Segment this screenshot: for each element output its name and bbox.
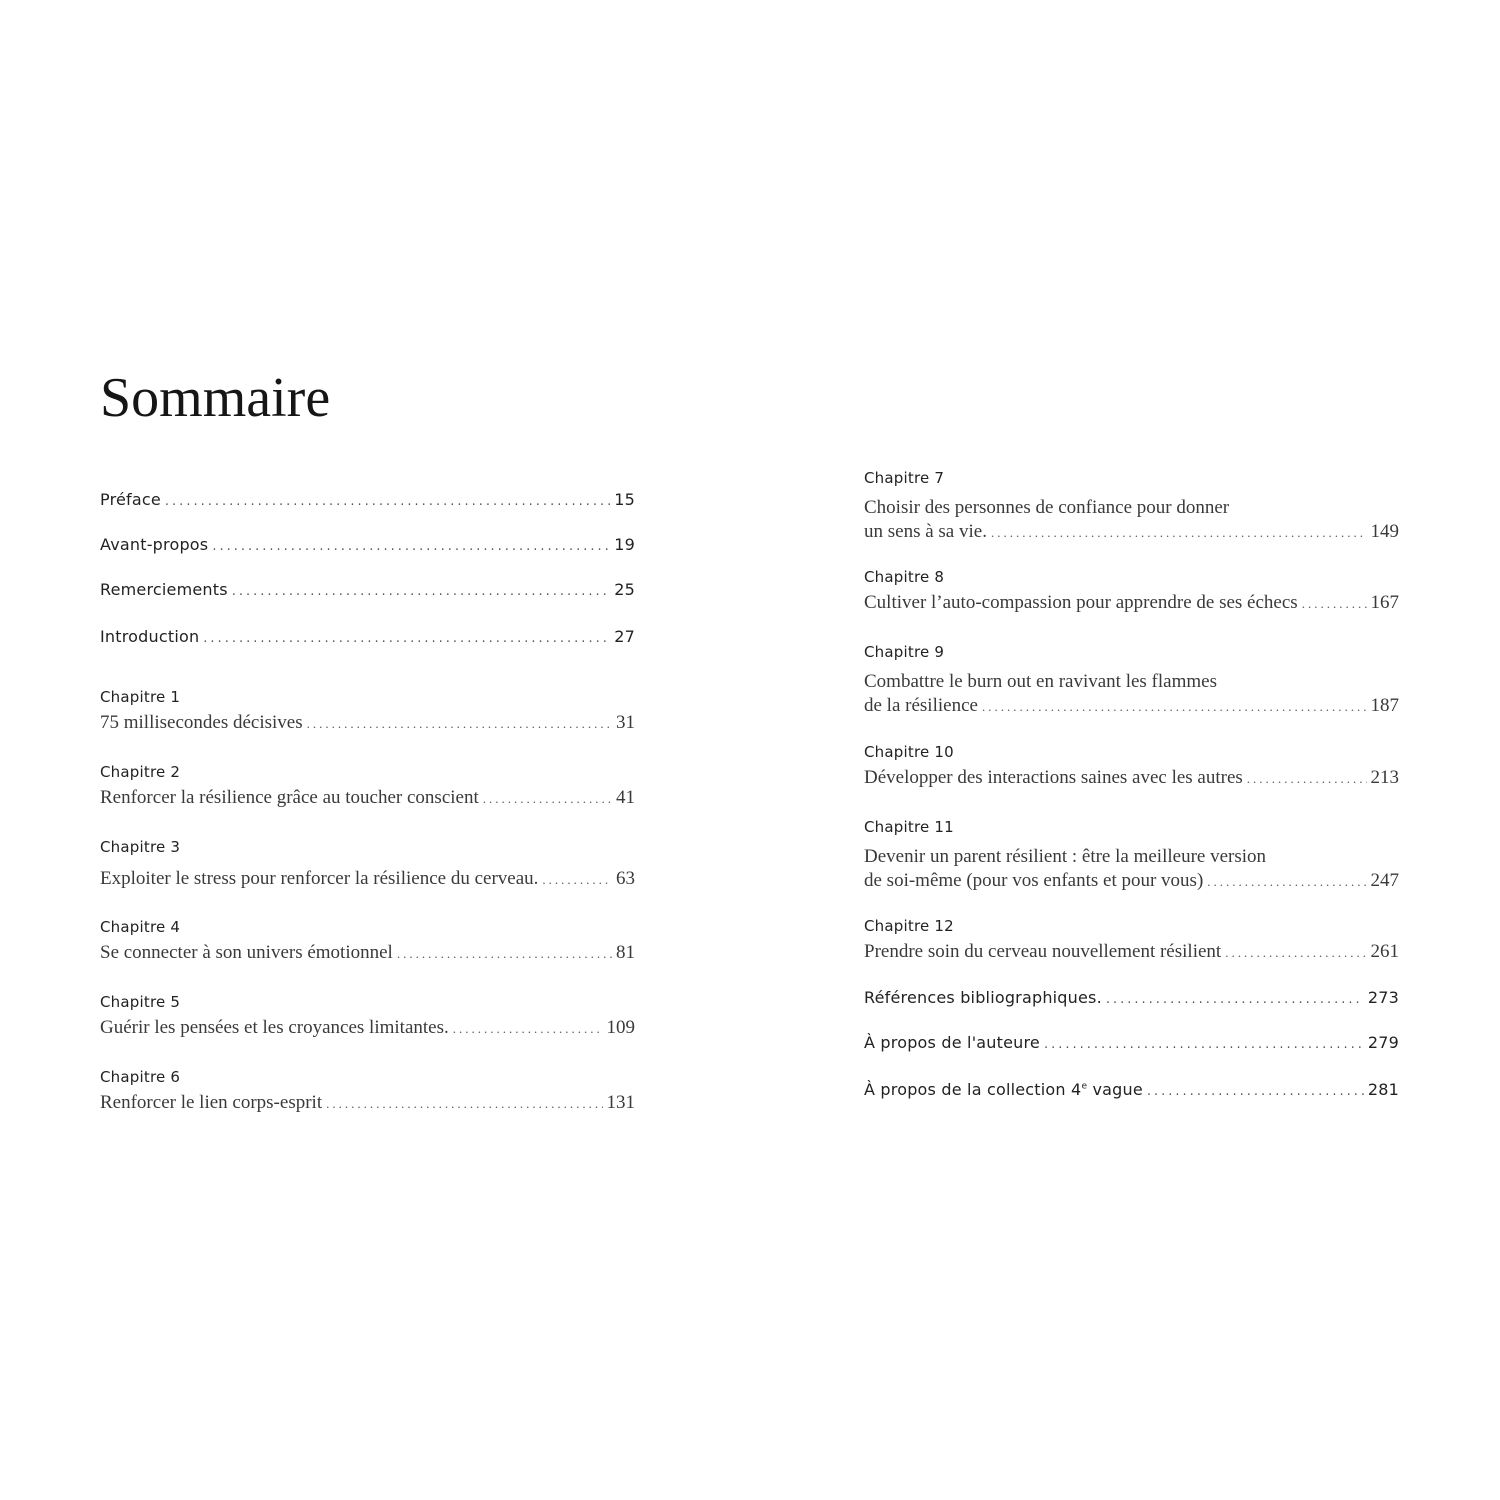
dot-leader (1207, 875, 1366, 888)
ordinal-superscript: e (1081, 1081, 1088, 1092)
chapter-number: Chapitre 9 (864, 643, 945, 661)
chapter-title-line-2: de soi-même (pour vos enfants et pour vous) (864, 870, 1204, 891)
dot-leader (212, 540, 610, 553)
chapter-number: Chapitre 4 (100, 918, 181, 936)
dot-leader (165, 495, 610, 508)
page-number: 31 (616, 712, 635, 733)
dot-leader (483, 792, 612, 805)
chapter-number: Chapitre 5 (100, 993, 181, 1011)
dot-leader (542, 873, 612, 886)
entry-label: Remerciements (100, 580, 228, 599)
page-number: 109 (606, 1017, 635, 1038)
dot-leader (203, 632, 610, 645)
dot-leader (326, 1097, 602, 1110)
chapter-title-line-2: un sens à sa vie. (864, 521, 987, 542)
chapter-title-line-1: Combattre le burn out en ravivant les flammes (864, 671, 1217, 692)
dot-leader (982, 700, 1367, 713)
page-number: 279 (1367, 1033, 1399, 1052)
toc-entry-introduction[interactable] (100, 627, 635, 646)
dot-leader (232, 585, 610, 598)
entry-label: Avant-propos (100, 535, 209, 554)
chapter-title: Prendre soin du cerveau nouvellement résilient (864, 941, 1222, 962)
page-number: 261 (1370, 941, 1399, 962)
chapter-title: Guérir les pensées et les croyances limitantes. (100, 1017, 449, 1038)
dot-leader (453, 1022, 603, 1035)
entry-label: À propos de l'auteure (864, 1033, 1040, 1052)
chapter-title: Se connecter à son univers émotionnel (100, 942, 393, 963)
toc-entry-chapter-6[interactable] (100, 1068, 635, 1114)
page-number: 27 (614, 627, 635, 646)
toc-entry-chapter-9[interactable] (864, 643, 1399, 717)
page-number: 187 (1370, 695, 1399, 716)
toc-entry-about-author[interactable] (864, 1033, 1399, 1052)
page-number: 281 (1367, 1080, 1399, 1099)
chapter-number: Chapitre 2 (100, 763, 181, 781)
entry-label: Préface (100, 490, 161, 509)
chapter-number: Chapitre 7 (864, 469, 945, 487)
chapter-number: Chapitre 3 (100, 838, 181, 856)
dot-leader (1302, 597, 1367, 610)
dot-leader (1106, 993, 1364, 1006)
page-number: 63 (616, 868, 635, 889)
toc-entry-chapter-3[interactable] (100, 838, 635, 890)
chapter-title: 75 millisecondes décisives (100, 712, 303, 733)
chapter-number: Chapitre 8 (864, 568, 945, 586)
label-suffix: vague (1087, 1080, 1143, 1099)
dot-leader (1225, 946, 1366, 959)
page-number: 41 (616, 787, 635, 808)
page-title: Sommaire (100, 367, 331, 429)
dot-leader (397, 947, 612, 960)
toc-entry-chapter-12[interactable] (864, 917, 1399, 963)
toc-entry-chapter-1[interactable] (100, 688, 635, 734)
page-number: 149 (1370, 521, 1399, 542)
dot-leader (1247, 772, 1367, 785)
chapter-number: Chapitre 1 (100, 688, 181, 706)
chapter-title-line-1: Choisir des personnes de confiance pour donner (864, 497, 1230, 518)
toc-entry-chapter-2[interactable] (100, 763, 635, 809)
toc-entry-chapter-7[interactable] (864, 469, 1399, 543)
page-number: 167 (1370, 592, 1399, 613)
page-number: 25 (614, 580, 635, 599)
entry-label: Introduction (100, 627, 200, 646)
page-number: 15 (614, 490, 635, 509)
chapter-title: Exploiter le stress pour renforcer la résilience du cerveau. (100, 868, 539, 889)
toc-entry-remerciements[interactable] (100, 580, 635, 599)
toc-entry-references[interactable] (864, 988, 1399, 1007)
toc-entry-avant-propos[interactable] (100, 535, 635, 554)
toc-entry-chapter-5[interactable] (100, 993, 635, 1039)
page-number: 19 (614, 535, 635, 554)
chapter-title: Développer des interactions saines avec les autres (864, 767, 1243, 788)
chapter-number: Chapitre 11 (864, 818, 954, 836)
chapter-title: Renforcer le lien corps-esprit (100, 1092, 323, 1113)
dot-leader (1147, 1085, 1364, 1098)
page-number: 273 (1367, 988, 1399, 1007)
chapter-number: Chapitre 12 (864, 917, 954, 935)
dot-leader (1044, 1038, 1364, 1051)
toc-entry-about-collection[interactable] (864, 1080, 1399, 1099)
label-prefix: À propos de la collection 4 (864, 1080, 1082, 1099)
toc-entry-chapter-4[interactable] (100, 918, 635, 964)
chapter-title-line-2: de la résilience (864, 695, 978, 716)
toc-entry-preface[interactable] (100, 490, 635, 509)
dot-leader (307, 717, 612, 730)
chapter-title: Renforcer la résilience grâce au toucher conscient (100, 787, 479, 808)
page-number: 131 (606, 1092, 635, 1113)
toc-entry-chapter-8[interactable] (864, 568, 1399, 614)
toc-entry-chapter-10[interactable] (864, 743, 1399, 789)
chapter-number: Chapitre 6 (100, 1068, 181, 1086)
entry-label (864, 1080, 1143, 1099)
entry-label: Références bibliographiques. (864, 988, 1102, 1007)
page-number: 247 (1370, 870, 1399, 891)
chapter-title: Cultiver l’auto-compassion pour apprendre de ses échecs (864, 592, 1298, 613)
page-number: 81 (616, 942, 635, 963)
chapter-number: Chapitre 10 (864, 743, 954, 761)
page-number: 213 (1370, 767, 1399, 788)
dot-leader (991, 526, 1367, 539)
chapter-title-line-1: Devenir un parent résilient : être la meilleure version (864, 846, 1267, 867)
toc-entry-chapter-11[interactable] (864, 818, 1399, 892)
